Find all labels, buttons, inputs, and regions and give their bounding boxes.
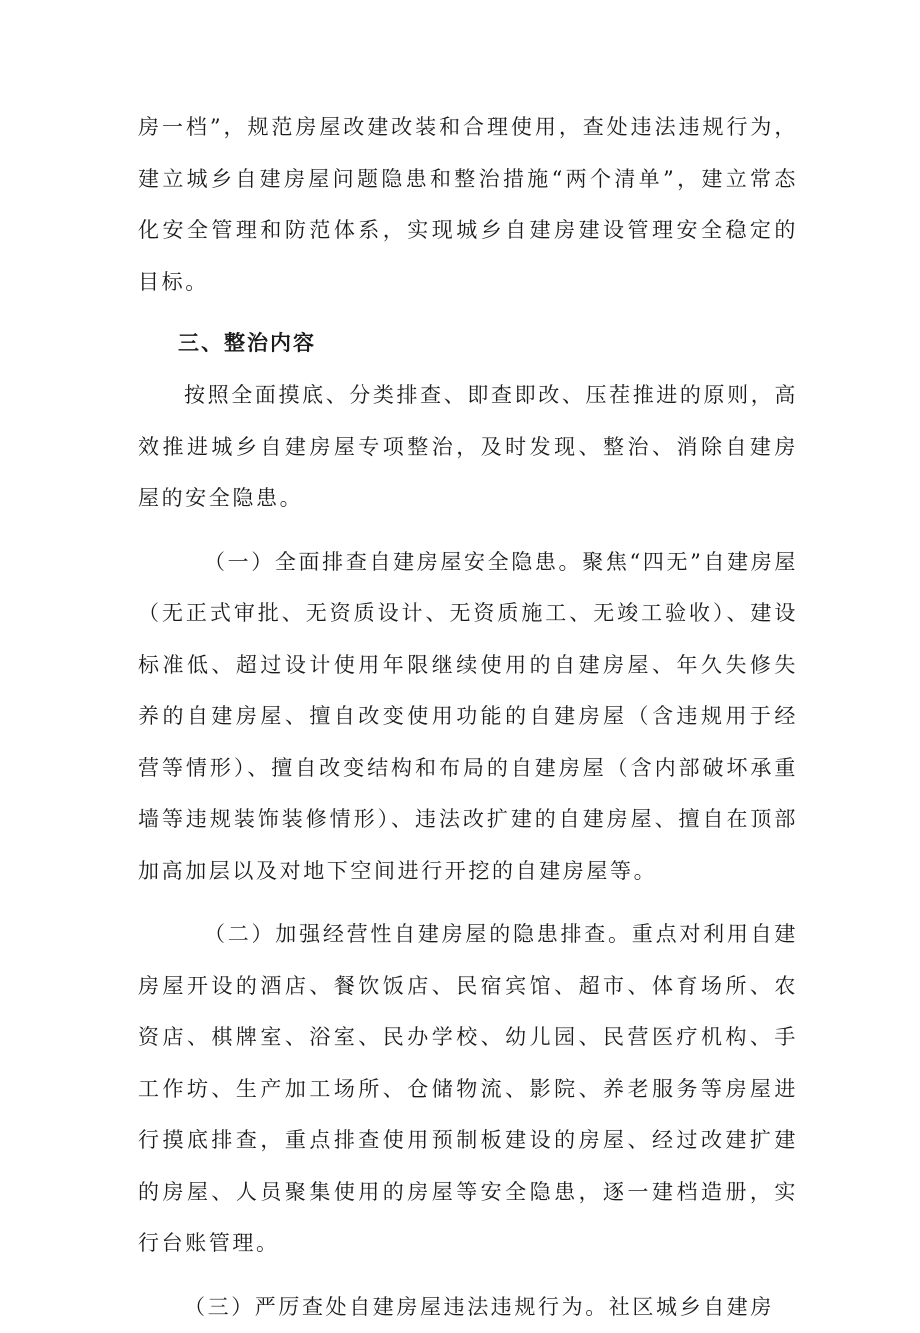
section-heading: 三、整治内容 bbox=[138, 316, 798, 370]
paragraph-continuation: 房一档”，规范房屋改建改装和合理使用，查处违法违规行为，建立城乡自建房屋问题隐患和整治措施“两个清单”，建立常态化安全管理和防范体系，实现城乡自建房建设管理安全稳定的目标。 bbox=[138, 102, 798, 308]
paragraph-item-2: （二）加强经营性自建房屋的隐患排查。重点对利用自建房屋开设的酒店、餐饮饭店、民宿宾馆、超市、体育场所、农资店、棋牌室、浴室、民办学校、幼儿园、民营医疗机构、手工作坊、生产加工场所、仓储物流、影院、养老服务等房屋进行摸底排查，重点排查使用预制板建设的房屋、经过改建扩建的房屋、人员聚集使用的房屋等安全隐患，逐一建档造册，实行台账管理。 bbox=[138, 909, 798, 1270]
paragraph-item-1: （一）全面排查自建房屋安全隐患。聚焦“四无”自建房屋（无正式审批、无资质设计、无资质施工、无竣工验收）、建设标准低、超过设计使用年限继续使用的自建房屋、年久失修失养的自建房屋、擅自改变使用功能的自建房屋（含违规用于经营等情形）、擅自改变结构和布局的自建房屋（含内部破坏承重墙等违规装饰装修情形）、违法改扩建的自建房屋、擅自在顶部加高加层以及对地下空间进行开挖的自建房屋等。 bbox=[138, 537, 798, 898]
spacer bbox=[138, 897, 798, 909]
paragraph-intro: 按照全面摸底、分类排查、即查即改、压茬推进的原则，高效推进城乡自建房屋专项整治，及时发现、整治、消除自建房屋的安全隐患。 bbox=[138, 370, 798, 525]
paragraph-item-3: （三）严厉查处自建房屋违法违规行为。社区城乡自建房 bbox=[138, 1282, 798, 1333]
spacer bbox=[138, 525, 798, 537]
spacer bbox=[138, 308, 798, 316]
spacer bbox=[138, 1270, 798, 1282]
document-body bbox=[138, 102, 798, 1333]
